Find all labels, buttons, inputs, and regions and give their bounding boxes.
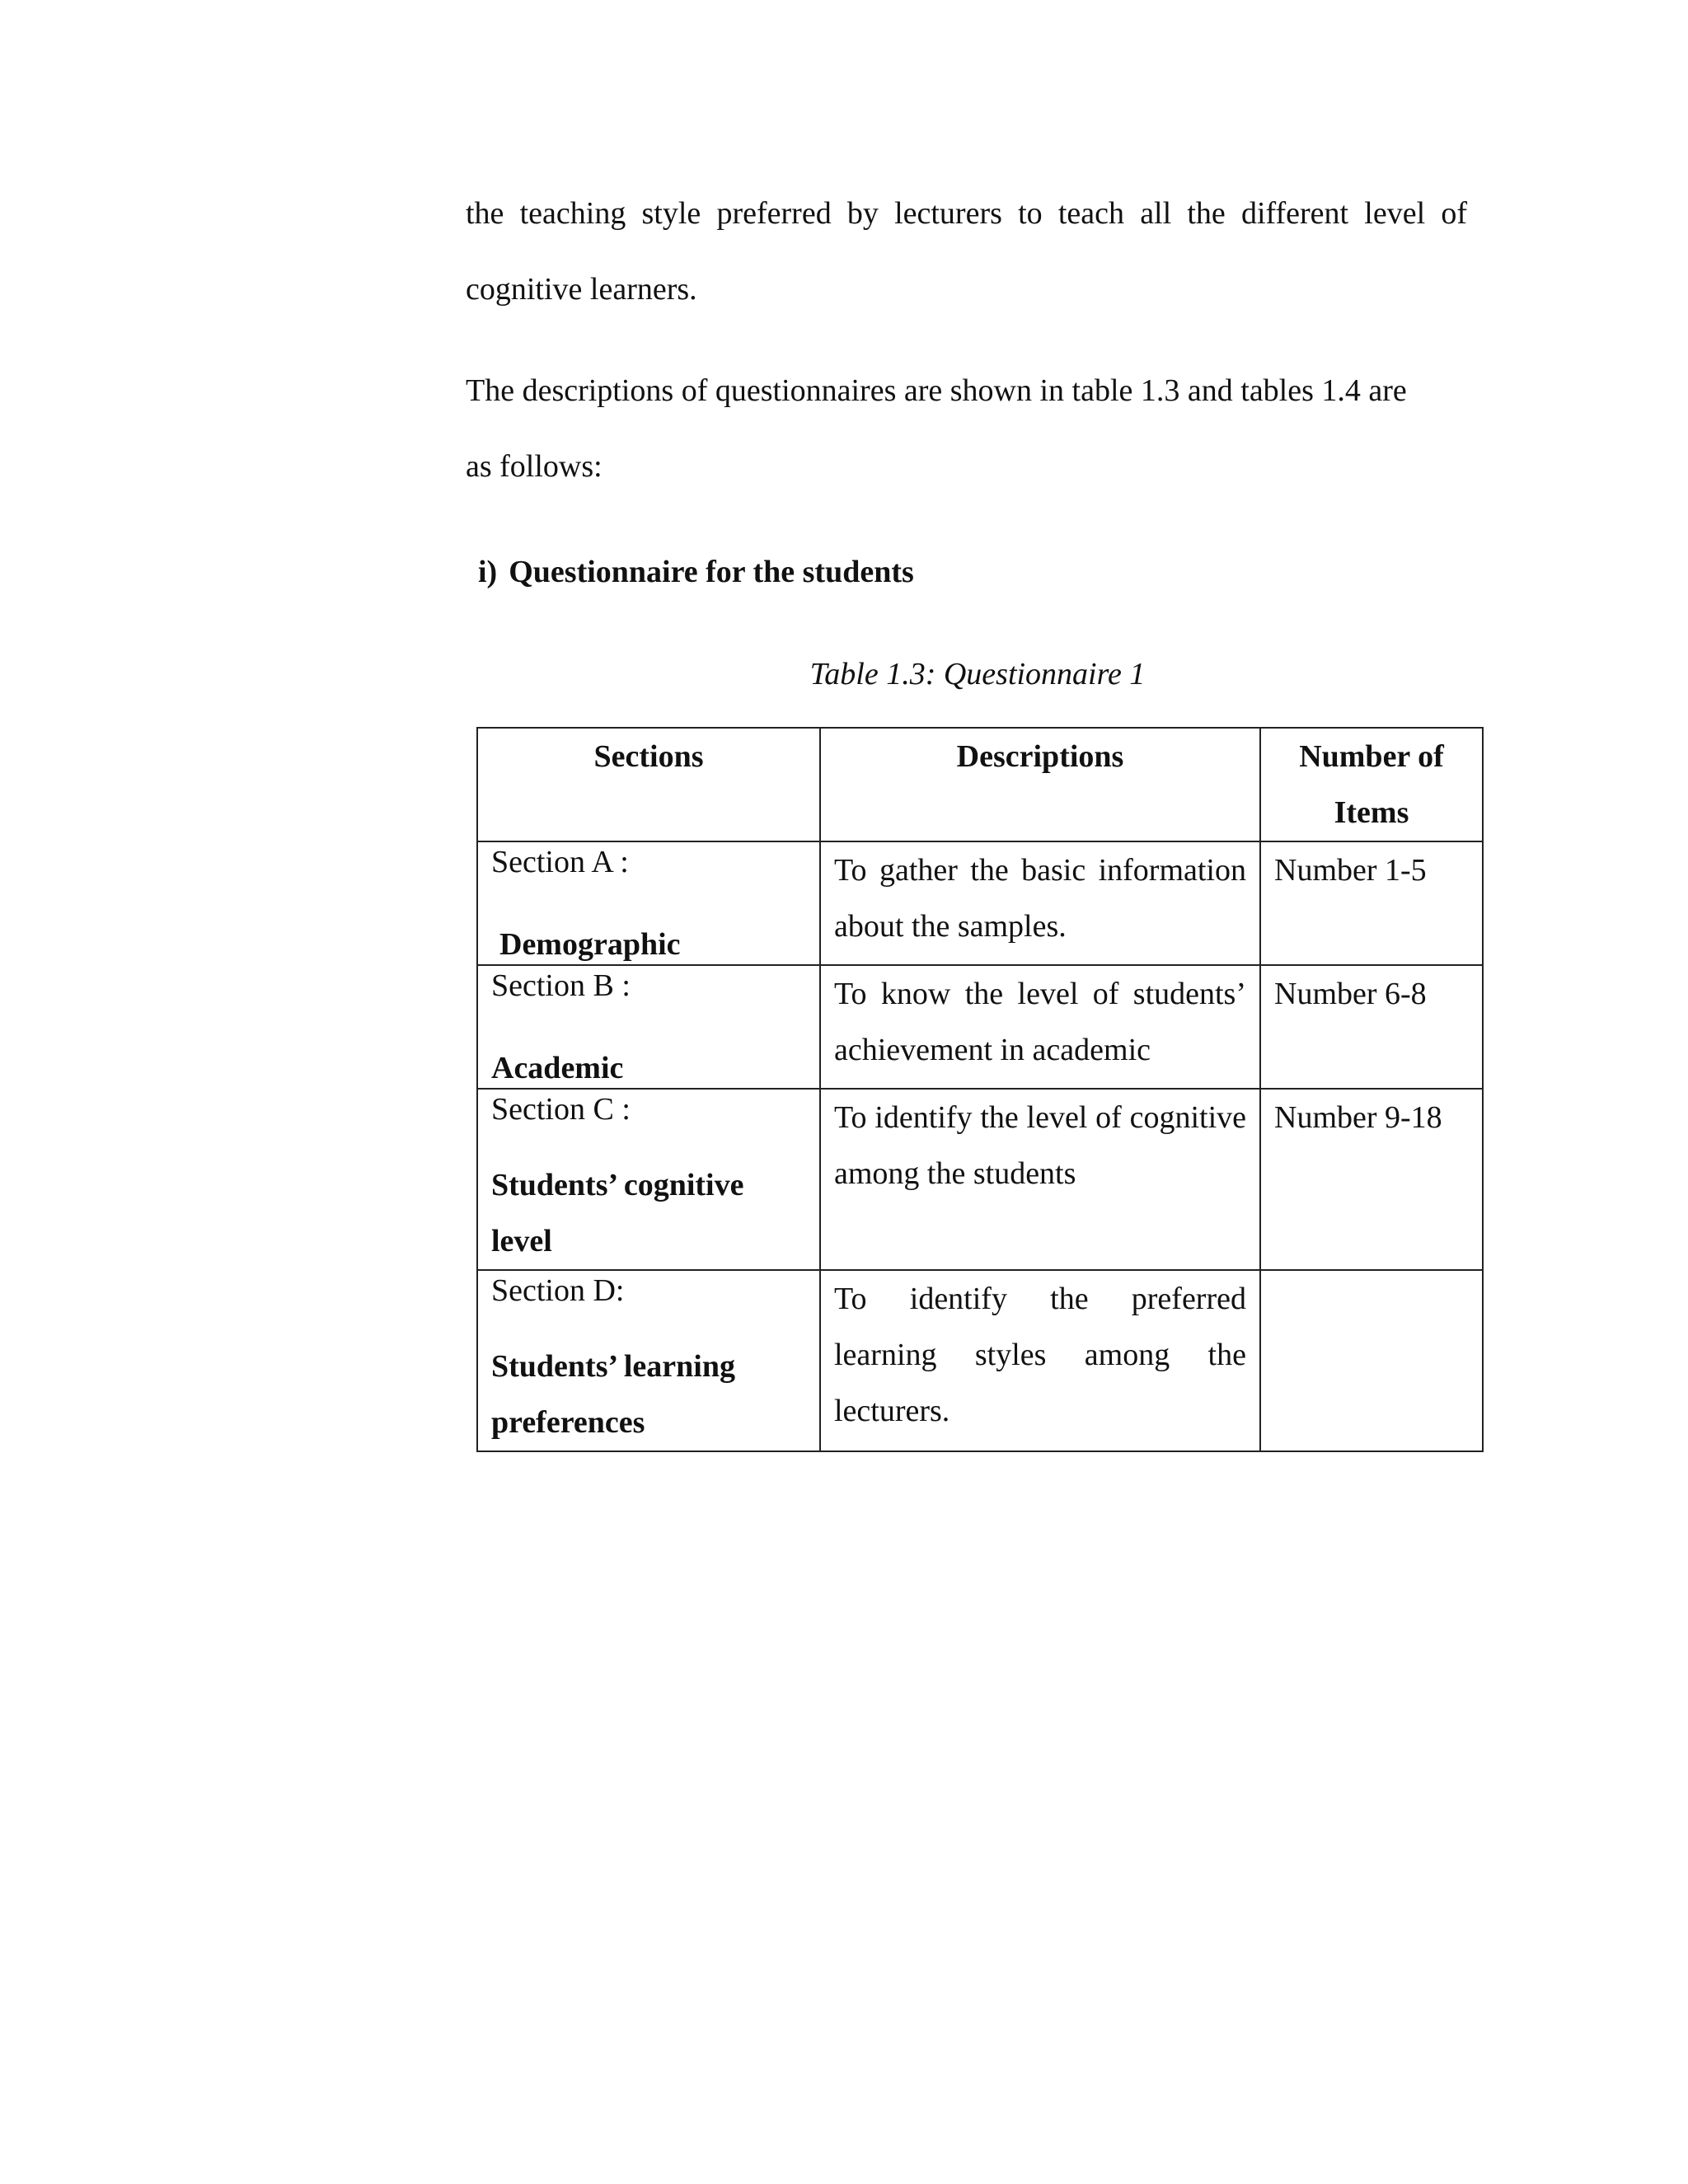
questionnaire-table — [476, 727, 1484, 1452]
heading-number: i) — [478, 555, 498, 589]
section-label: Section C : — [491, 1092, 631, 1127]
section-name: Students’ learning preferences — [491, 1349, 735, 1440]
items-cell: Number 1-5 — [1260, 841, 1483, 965]
table-caption: Table 1.3: Questionnaire 1 — [809, 657, 1146, 691]
section-label: Section B : — [491, 968, 631, 1003]
heading-text: Questionnaire for the students — [509, 555, 914, 589]
header-descriptions: Descriptions — [820, 728, 1260, 841]
paragraph-1-line-1: the teaching style preferred by lecturers to teach all the different level of — [466, 196, 1467, 231]
section-name: Academic — [491, 1051, 624, 1085]
header-number-of-items: Number of Items — [1260, 728, 1483, 841]
items-cell: Number 6-8 — [1260, 965, 1483, 1089]
description-cell: To identify the preferred learning styles among the lecturers. — [820, 1270, 1260, 1451]
paragraph-2-line-1: The descriptions of questionnaires are shown in table 1.3 and tables 1.4 are — [466, 373, 1407, 408]
section-heading — [478, 554, 914, 590]
description-cell: To identify the level of cognitive among the students — [820, 1089, 1260, 1270]
items-cell — [1260, 1270, 1483, 1451]
section-name: Students’ cognitive level — [491, 1168, 744, 1258]
section-name: Demographic — [499, 927, 681, 962]
section-cell — [477, 841, 820, 965]
paragraph-2-line-2: as follows: — [466, 449, 603, 484]
header-sections: Sections — [477, 728, 820, 841]
items-cell: Number 9-18 — [1260, 1089, 1483, 1270]
section-cell — [477, 1089, 820, 1270]
description-cell: To know the level of students’ achievement in academic — [820, 965, 1260, 1089]
table-row — [477, 965, 1483, 1089]
description-cell: To gather the basic information about the samples. — [820, 841, 1260, 965]
section-cell — [477, 965, 820, 1089]
section-label: Section D: — [491, 1273, 625, 1308]
section-label: Section A : — [491, 845, 629, 879]
section-cell — [477, 1270, 820, 1451]
table-row — [477, 841, 1483, 965]
table-row — [477, 1270, 1483, 1451]
paragraph-1-line-2: cognitive learners. — [466, 272, 697, 307]
table-header-row — [477, 728, 1483, 841]
table-row — [477, 1089, 1483, 1270]
